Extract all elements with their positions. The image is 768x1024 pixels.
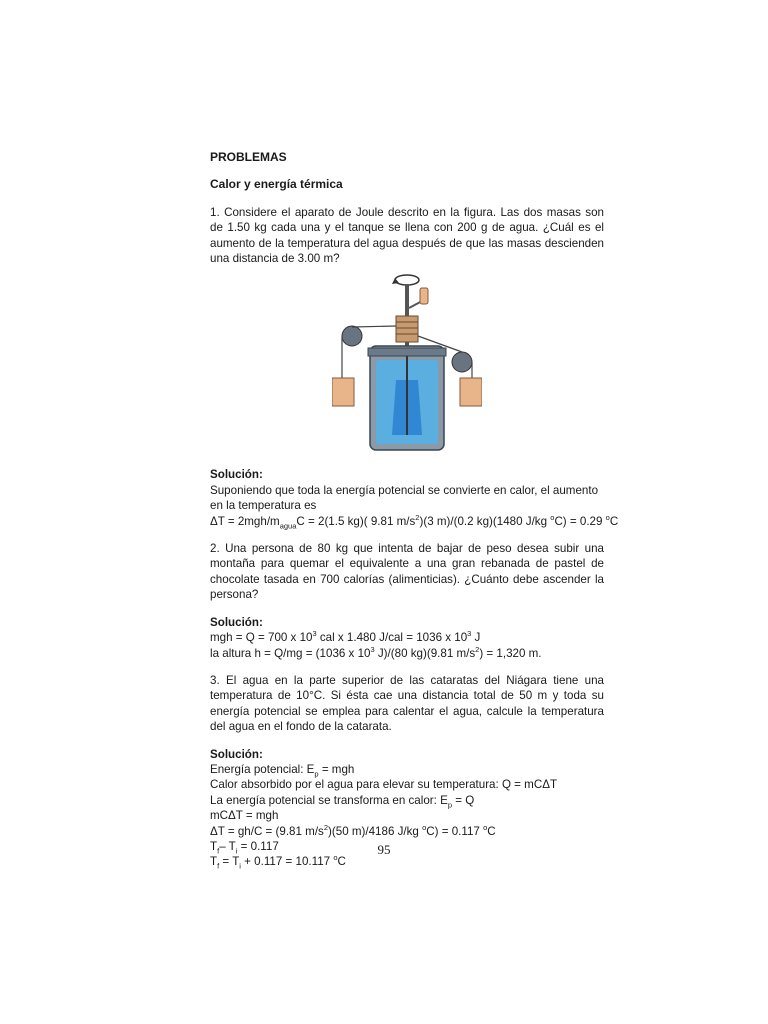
solution-3-delta-t: ΔT = gh/C = (9.81 $m/s^2)(50$ m)/4186 J/kg $^o$C) = 0.117 $^o$C — [210, 822, 496, 838]
problem-3-text: 3. El agua en la parte superior de las cataratas del Niágara tiene una temperatura de 10°C. Si ésta cae una distancia total de 50 m y toda su energía potencial se emplea para calentar el agua, calcule la temperatura del agua en el fondo de la catarata. — [210, 673, 604, 734]
rotation-arrow-icon — [395, 275, 419, 285]
problem-1-text: 1. Considere el aparato de Joule descrito en la figura. Las dos masas son de 1.50 kg cada una y el tanque se llena con 200 g de agua. ¿Cuál es el aumento de la temperatura del agua después de que las masas descienden una distancia de 3.00 m? — [210, 205, 604, 266]
right-pulley — [452, 352, 472, 372]
solution-1-text: Suponiendo que toda la energía potencial se convierte en calor, el aumento en la temperatura es — [210, 483, 599, 513]
solution-3-title: Solución: — [210, 747, 263, 761]
page-number: 95 — [377, 842, 391, 857]
solution-3-transform: La energía potencial se transforma en calor: $E_p = Q$ — [210, 793, 475, 810]
section-heading: PROBLEMAS — [210, 150, 287, 164]
document-page — [210, 150, 619, 871]
problem-2-text: 2. Una persona de 80 kg que intenta de bajar de peso desea subir una montaña para quemar el equivalente a una gran rebanada de pastel de chocolate tasada en 700 calorías (alimenticias). ¿Cuánto debe ascender la persona? — [210, 542, 604, 602]
section-subheading: Calor y energía térmica — [210, 177, 343, 192]
tank-lid — [368, 348, 446, 356]
solution-3-potential-energy: Energía potencial: $E_p$ = mgh — [210, 762, 355, 779]
solution-2-line-2: la altura h = Q/mg = (1036 x $10^3$ J)/(80 kg)(9.81 $m/s^2) = 1,320$ m. — [210, 644, 542, 660]
joule-apparatus-figure — [210, 270, 604, 455]
solution-1-equation: $\Delta T = 2mgh/m_{agua}C = 2(1.5$ kg)( 9.81 $m/s^2)(3$ m)/(0.2 kg)(1480 J/kg $^o$C) = 0.29 $^o$C — [210, 512, 619, 530]
right-mass — [460, 378, 482, 406]
arrow-head-icon — [392, 278, 399, 284]
solution-2-title: Solución: — [210, 615, 263, 629]
joule-apparatus-illustration — [332, 270, 482, 455]
solution-2-line-1: mgh = Q = 700 x $10^3$ cal x 1.480 J/cal = 1036 x $10^3$ J — [210, 629, 481, 645]
spindle-coil — [396, 316, 418, 342]
solution-1-title: Solución: — [210, 468, 263, 482]
left-pulley — [342, 326, 362, 346]
solution-3-mcdt: mCΔT = mgh — [210, 809, 279, 823]
crank-handle — [420, 288, 428, 304]
left-mass — [332, 378, 354, 406]
solution-3-heat-absorbed: Calor absorbido por el agua para elevar su temperatura: Q = mCΔT — [210, 778, 558, 792]
solution-3-tf-minus-ti: $T_f-$ $T_i = 0.117$ — [210, 839, 279, 856]
solution-3-tf-result: $T_f = T_i + 0.117 = 10.117$ $^o$C — [210, 853, 346, 871]
